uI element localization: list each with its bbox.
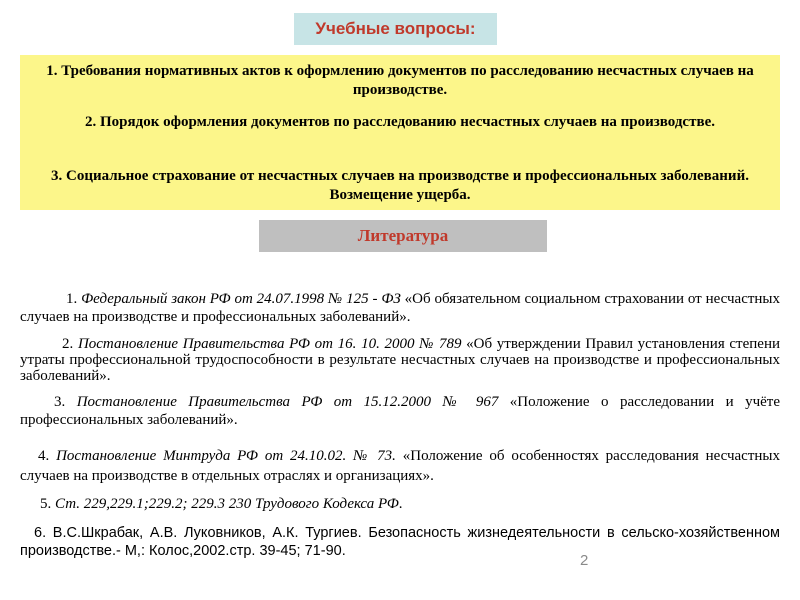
reference-source: Ст. 229,229.1;229.2; 229.3 230 Трудового Кодекса РФ [55, 496, 399, 512]
reference-source: Постановление Минтруда РФ от 24.10.02. № 73. [56, 448, 396, 464]
literature-title: Литература [259, 220, 547, 252]
reference-item [20, 290, 780, 326]
reference-text: «Об обязательном социальном страховании от несчастных случаев на производстве и профессиональных заболеваний». [20, 291, 781, 325]
reference-item [20, 393, 780, 429]
reference-item [20, 524, 780, 560]
reference-number: 3. [54, 394, 77, 410]
reference-source: Постановление Правительства РФ от 16. 10. 2000 № 789 [77, 336, 462, 352]
reference-text: «Об утверждении Правил установления степени утраты профессиональной трудоспособности в результате несчастных случаев на производстве и профессиональных заболеваний». [20, 336, 781, 384]
reference-source: Федеральный закон РФ от 24.07.1998 № 125 - ФЗ [81, 291, 401, 307]
reference-source: Постановление Правительства РФ от 15.12.2000 № 967 [76, 394, 499, 410]
page-number: 2 [580, 552, 589, 569]
reference-item [20, 495, 780, 513]
question-item: 2. Порядок оформления документов по расследованию несчастных случаев на производстве. [85, 114, 715, 130]
reference-text: «Положение о расследовании и учёте профессиональных заболеваний». [20, 394, 781, 428]
reference-number: 5. [40, 496, 55, 512]
question-item: 1. Требования нормативных актов к оформлению документов по расследованию несчастных случаев на производстве. [46, 63, 754, 98]
reference-item [20, 336, 780, 384]
reference-number: 1. [66, 291, 82, 307]
reference-text: «Положение об особенностях расследования несчастных случаев на производстве в отдельных отраслях и организациях». [20, 448, 781, 484]
reference-text: 6. В.С.Шкрабак, А.В. Луковников, А.К. Тургиев. Безопасность жизнедеятельности в сельско-хозяйственном производстве.- М,: Колос,2002.стр. 39-45; 71-90. [20, 525, 780, 559]
study-questions-panel [20, 55, 780, 210]
reference-item [20, 446, 780, 486]
question-item: 3. Социальное страхование от несчастных случаев на производстве и профессиональных заболеваний. Возмещение ущерба. [51, 168, 749, 203]
reference-text: . [398, 496, 403, 512]
reference-number: 4. [38, 448, 57, 464]
reference-number: 2. [62, 336, 78, 352]
section-title: Учебные вопросы: [294, 13, 497, 45]
